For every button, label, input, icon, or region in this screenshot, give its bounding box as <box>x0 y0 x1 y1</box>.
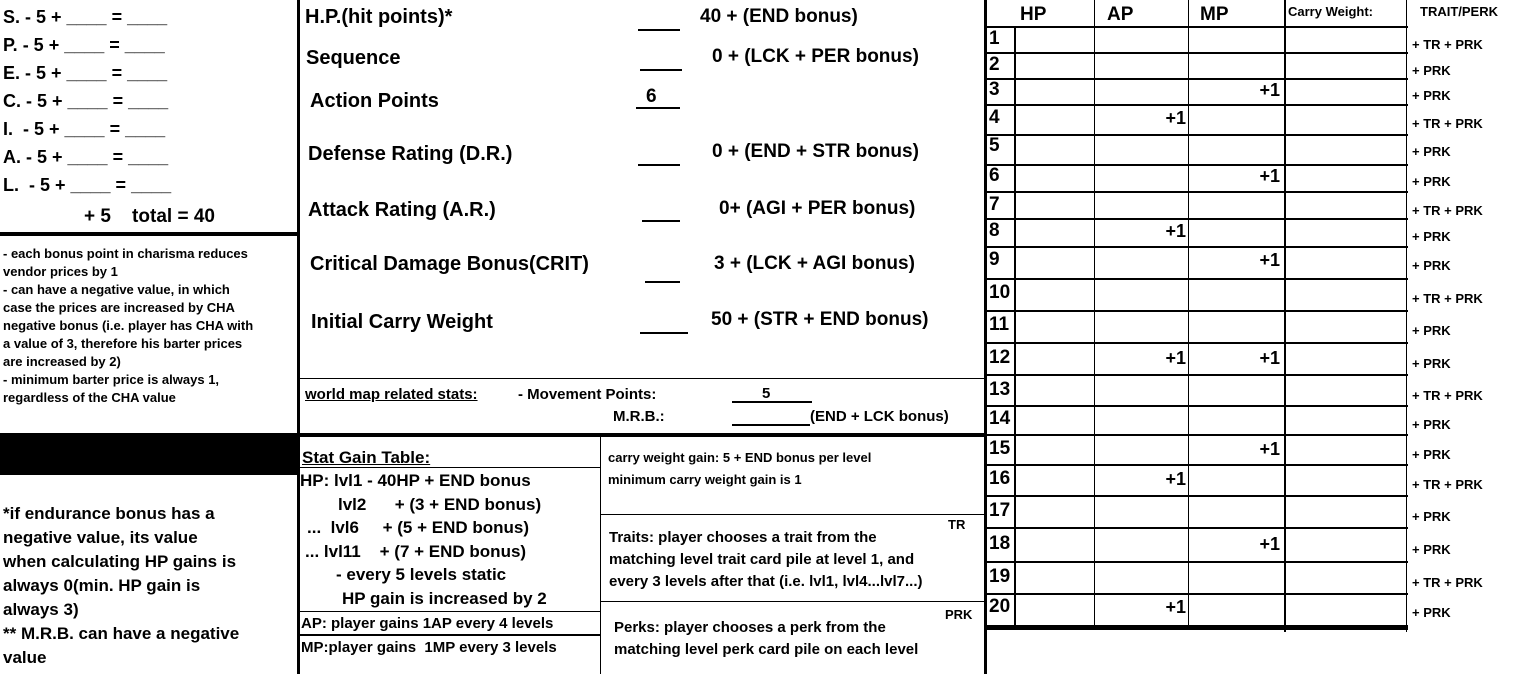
stat-formula-carry-weight: 50 + (STR + END bonus) <box>711 309 929 330</box>
world-map-heading: world map related stats: <box>305 386 478 403</box>
level-number: 1 <box>989 28 1000 49</box>
grid-line <box>986 104 1408 106</box>
mp-cell[interactable]: +1 <box>1259 166 1280 186</box>
carry-gain-line: carry weight gain: 5 + END bonus per level <box>608 450 872 465</box>
special-row-p: P. - 5 + ____ = ____ <box>3 35 165 55</box>
level-number: 18 <box>989 533 1011 554</box>
header-carry-weight: Carry Weight: <box>1288 4 1373 19</box>
level-number: 7 <box>989 194 1000 215</box>
movement-points-value: 5 <box>762 385 771 402</box>
level-number: 17 <box>989 500 1011 521</box>
stat-gain-line: ... lvl11 + (7 + END bonus) <box>305 542 527 561</box>
footnote-line: always 0(min. HP gain is <box>3 576 201 595</box>
trait-perk-cell: + PRK <box>1412 174 1451 189</box>
trait-perk-cell: + TR + PRK <box>1412 291 1483 306</box>
grid-line <box>986 495 1408 497</box>
special-row-l: L. - 5 + ____ = ____ <box>3 175 172 195</box>
stat-label-carry-weight: Initial Carry Weight <box>311 311 493 333</box>
mp-cell[interactable]: +1 <box>1259 250 1280 270</box>
header-ap: AP <box>1107 4 1134 25</box>
level-number: 11 <box>989 314 1010 335</box>
divider <box>984 0 987 674</box>
divider <box>300 433 986 437</box>
grid-line <box>986 164 1408 166</box>
ap-cell[interactable]: +1 <box>1165 597 1186 617</box>
grid-line <box>1284 0 1286 632</box>
special-total: + 5 total = 40 <box>84 206 215 227</box>
perks-tag: PRK <box>945 607 973 622</box>
movement-points-blank[interactable] <box>732 400 812 403</box>
trait-perk-cell: + PRK <box>1412 258 1451 273</box>
level-number: 13 <box>989 379 1011 400</box>
stat-gain-line: HP: lvl1 - 40HP + END bonus <box>300 471 531 490</box>
stat-gain-heading: Stat Gain Table: <box>302 448 431 467</box>
stat-blank-hp[interactable] <box>638 28 680 31</box>
stat-blank-attack-rating[interactable] <box>642 219 680 222</box>
trait-perk-cell: + PRK <box>1412 542 1451 557</box>
divider <box>300 611 600 612</box>
grid-line <box>986 593 1408 595</box>
grid-line <box>986 374 1408 376</box>
stat-formula-hp: 40 + (END bonus) <box>700 6 858 27</box>
grid-line <box>1406 0 1407 632</box>
stat-gain-line: HP gain is increased by 2 <box>342 589 547 608</box>
trait-perk-cell: + TR + PRK <box>1412 116 1483 131</box>
special-row-s: S. - 5 + ____ = ____ <box>3 7 168 27</box>
charisma-note-line: vendor prices by 1 <box>3 264 118 279</box>
grid-line <box>986 246 1408 248</box>
carry-gain-notes <box>608 447 871 491</box>
mp-cell[interactable]: +1 <box>1259 439 1280 459</box>
header-hp: HP <box>1020 4 1047 25</box>
stat-gain-line: lvl2 + (3 + END bonus) <box>338 495 542 514</box>
charisma-note-line: - minimum barter price is always 1, <box>3 372 220 387</box>
stat-blank-carry-weight[interactable] <box>640 331 688 334</box>
ap-cell[interactable]: +1 <box>1165 108 1186 128</box>
special-row-i: I. - 5 + ____ = ____ <box>3 119 166 139</box>
stat-formula-attack-rating: 0+ (AGI + PER bonus) <box>719 198 916 219</box>
stat-label-sequence: Sequence <box>306 47 401 69</box>
stat-blank-crit[interactable] <box>645 280 680 283</box>
stat-label-hp: H.P.(hit points)* <box>305 6 453 28</box>
stat-gain-line: - every 5 levels static <box>336 565 507 584</box>
trait-perk-cell: + PRK <box>1412 605 1451 620</box>
level-number: 2 <box>989 54 1000 75</box>
grid-line <box>986 405 1408 407</box>
grid-line <box>986 310 1408 312</box>
level-number: 10 <box>989 282 1011 303</box>
level-number: 12 <box>989 347 1011 368</box>
stat-label-attack-rating: Attack Rating (A.R.) <box>308 199 496 221</box>
footnote-line: *if endurance bonus has a <box>3 504 215 523</box>
grid-line <box>986 342 1408 344</box>
trait-perk-cell: + PRK <box>1412 144 1451 159</box>
ap-cell[interactable]: +1 <box>1165 348 1186 368</box>
level-number: 5 <box>989 135 1000 156</box>
charisma-note-line: a value of 3, therefore his barter prices <box>3 336 243 351</box>
trait-perk-cell: + PRK <box>1412 88 1451 103</box>
footnote-line: ** M.R.B. can have a negative <box>3 624 240 643</box>
grid-line <box>1094 0 1095 628</box>
grid-line <box>986 191 1408 193</box>
trait-perk-cell: + PRK <box>1412 417 1451 432</box>
level-number: 14 <box>989 408 1011 429</box>
mp-cell[interactable]: +1 <box>1259 348 1280 368</box>
movement-points-label: - Movement Points: <box>518 386 657 403</box>
stat-formula-crit: 3 + (LCK + AGI bonus) <box>714 253 915 274</box>
level-number: 19 <box>989 566 1011 587</box>
special-row-c: C. - 5 + ____ = ____ <box>3 91 169 111</box>
trait-perk-cell: + PRK <box>1412 323 1451 338</box>
trait-perk-cell: + TR + PRK <box>1412 37 1483 52</box>
charisma-note-line: negative bonus (i.e. player has CHA with <box>3 318 254 333</box>
grid-line <box>986 464 1408 466</box>
trait-perk-cell: + PRK <box>1412 63 1451 78</box>
charisma-note-line: case the prices are increased by CHA <box>3 300 235 315</box>
trait-perk-cell: + TR + PRK <box>1412 575 1483 590</box>
mrb-blank[interactable] <box>732 423 810 426</box>
charisma-notes <box>3 245 295 407</box>
level-number: 15 <box>989 438 1011 459</box>
stat-blank-defense-rating[interactable] <box>638 163 680 166</box>
grid-line <box>986 434 1408 436</box>
trait-perk-cell: + PRK <box>1412 447 1451 462</box>
table-bottom-border <box>986 625 1408 630</box>
charisma-note-line: are increased by 2) <box>3 354 121 369</box>
grid-line <box>986 278 1408 280</box>
footnote-line: negative value, its value <box>3 528 198 547</box>
level-number: 16 <box>989 468 1011 489</box>
trait-perk-cell: + TR + PRK <box>1412 203 1483 218</box>
traits-line: every 3 levels after that (i.e. lvl1, lvl4...lvl7...) <box>609 573 923 590</box>
stat-value-action-points: 6 <box>646 86 657 107</box>
stat-label-action-points: Action Points <box>310 90 439 112</box>
grid-line <box>986 561 1408 563</box>
grid-line <box>1188 0 1189 628</box>
trait-perk-cell: + PRK <box>1412 229 1451 244</box>
mrb-formula: (END + LCK bonus) <box>810 408 949 425</box>
divider <box>297 0 300 674</box>
perks-note <box>600 602 984 674</box>
ap-cell[interactable]: +1 <box>1165 469 1186 489</box>
footnote-line: value <box>3 648 47 667</box>
divider <box>300 467 600 468</box>
perks-line: matching level perk card pile on each level <box>614 641 919 658</box>
ap-gain: AP: player gains 1AP every 4 levels <box>301 615 554 632</box>
trait-perk-cell: + PRK <box>1412 356 1451 371</box>
special-row-e: E. - 5 + ____ = ____ <box>3 63 168 83</box>
level-number: 8 <box>989 220 1000 241</box>
ap-cell[interactable]: +1 <box>1165 221 1186 241</box>
special-row-a: A. - 5 + ____ = ____ <box>3 147 169 167</box>
stat-blank-action-points[interactable] <box>636 106 680 109</box>
black-band <box>0 433 298 475</box>
perks-line: Perks: player chooses a perk from the <box>614 619 886 636</box>
level-number: 6 <box>989 165 1000 186</box>
grid-line <box>986 52 1408 54</box>
traits-line: matching level trait card pile at level 1, and <box>609 551 915 568</box>
divider <box>600 514 984 515</box>
carry-gain-line: minimum carry weight gain is 1 <box>608 472 802 487</box>
mrb-label: M.R.B.: <box>613 408 665 425</box>
stat-gain-line: ... lvl6 + (5 + END bonus) <box>307 518 529 537</box>
charisma-note-line: - can have a negative value, in which <box>3 282 230 297</box>
divider <box>300 634 600 636</box>
mp-cell[interactable]: +1 <box>1259 80 1280 100</box>
charisma-note-line: - each bonus point in charisma reduces <box>3 246 248 261</box>
trait-perk-cell: + TR + PRK <box>1412 477 1483 492</box>
divider <box>300 378 984 379</box>
mp-gain: MP:player gains 1MP every 3 levels <box>301 639 557 656</box>
traits-tag: TR <box>948 517 966 532</box>
stat-label-defense-rating: Defense Rating (D.R.) <box>308 143 513 165</box>
trait-perk-cell: + PRK <box>1412 509 1451 524</box>
grid-line <box>986 78 1408 80</box>
mp-cell[interactable]: +1 <box>1259 534 1280 554</box>
level-number: 9 <box>989 249 1000 270</box>
stat-formula-sequence: 0 + (LCK + PER bonus) <box>712 46 919 67</box>
grid-line <box>986 134 1408 136</box>
footnote-line: always 3) <box>3 600 79 619</box>
stat-label-crit: Critical Damage Bonus(CRIT) <box>310 253 589 275</box>
grid-line <box>986 218 1408 220</box>
stat-formula-defense-rating: 0 + (END + STR bonus) <box>712 141 919 162</box>
level-number: 3 <box>989 79 1000 100</box>
traits-line: Traits: player chooses a trait from the <box>609 529 877 546</box>
trait-perk-cell: + TR + PRK <box>1412 388 1483 403</box>
footnotes <box>3 502 295 670</box>
header-trait-perk: TRAIT/PERK <box>1420 4 1498 19</box>
level-number: 4 <box>989 107 1000 128</box>
level-number: 20 <box>989 596 1011 617</box>
grid-line <box>986 26 1408 28</box>
footnote-line: when calculating HP gains is <box>3 552 237 571</box>
charisma-note-line: regardless of the CHA value <box>3 390 176 405</box>
grid-line <box>986 527 1408 529</box>
divider <box>0 232 298 236</box>
header-mp: MP <box>1200 4 1229 25</box>
stat-blank-sequence[interactable] <box>640 68 682 71</box>
